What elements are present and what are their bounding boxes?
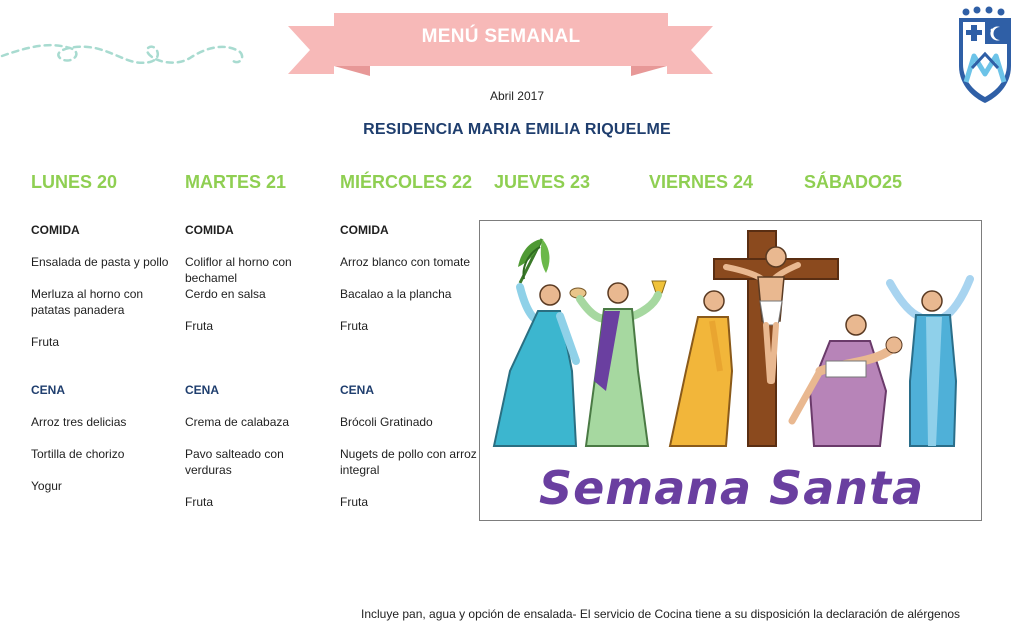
menu-item: Yogur bbox=[31, 479, 62, 493]
page-title: MENÚ SEMANAL bbox=[421, 26, 581, 47]
menu-item: Merluza al horno con patatas panadera bbox=[31, 287, 144, 317]
menu-item: Bacalao a la plancha bbox=[340, 287, 452, 301]
dinner-label: CENA bbox=[31, 383, 66, 397]
footer-note: Incluye pan, agua y opción de ensalada- El servicio de Cocina tiene a su disposición la declaración de alérgenos bbox=[361, 607, 961, 621]
menu-item: Fruta bbox=[185, 495, 214, 509]
lunch-label: COMIDA bbox=[340, 223, 389, 237]
menu-item: Brócoli Gratinado bbox=[340, 415, 433, 429]
menu-item: Crema de calabaza bbox=[185, 415, 290, 429]
menu-item: Ensalada de pasta y pollo bbox=[31, 255, 169, 269]
menu-item: Arroz tres delicias bbox=[31, 415, 127, 429]
menu-item: Fruta bbox=[340, 319, 369, 333]
dinner-label: CENA bbox=[185, 383, 220, 397]
menu-item: Coliflor al horno con bechamel bbox=[185, 255, 292, 285]
residence-name: RESIDENCIA MARIA EMILIA RIQUELME bbox=[363, 121, 671, 138]
menu-item: Nugets de pollo con arroz integral bbox=[340, 447, 477, 477]
menu-item: Fruta bbox=[31, 335, 60, 349]
menu-item: Fruta bbox=[340, 495, 369, 509]
menu-item: Fruta bbox=[185, 319, 214, 333]
lunch-label: COMIDA bbox=[31, 223, 80, 237]
menu-item: Tortilla de chorizo bbox=[31, 447, 125, 461]
day-header-tuesday: MARTES 21 bbox=[185, 172, 287, 192]
holy-week-caption: Semana Santa bbox=[538, 461, 925, 515]
menu-item: Pavo salteado con verduras bbox=[185, 447, 284, 477]
day-header-monday: LUNES 20 bbox=[31, 172, 118, 192]
menu-item: Arroz blanco con tomate bbox=[340, 255, 471, 269]
day-header-wednesday: MIÉRCOLES 22 bbox=[340, 172, 473, 192]
decorative-swirl-icon bbox=[0, 36, 250, 86]
school-crest-icon bbox=[956, 6, 1014, 104]
day-header-thursday: JUEVES 23 bbox=[494, 172, 591, 192]
day-header-saturday: SÁBADO25 bbox=[804, 172, 903, 192]
day-header-friday: VIERNES 24 bbox=[649, 172, 754, 192]
dinner-label: CENA bbox=[340, 383, 375, 397]
lunch-label: COMIDA bbox=[185, 223, 234, 237]
menu-date: Abril 2017 bbox=[489, 89, 545, 103]
holy-week-panel bbox=[479, 220, 982, 521]
menu-item: Cerdo en salsa bbox=[185, 287, 266, 301]
